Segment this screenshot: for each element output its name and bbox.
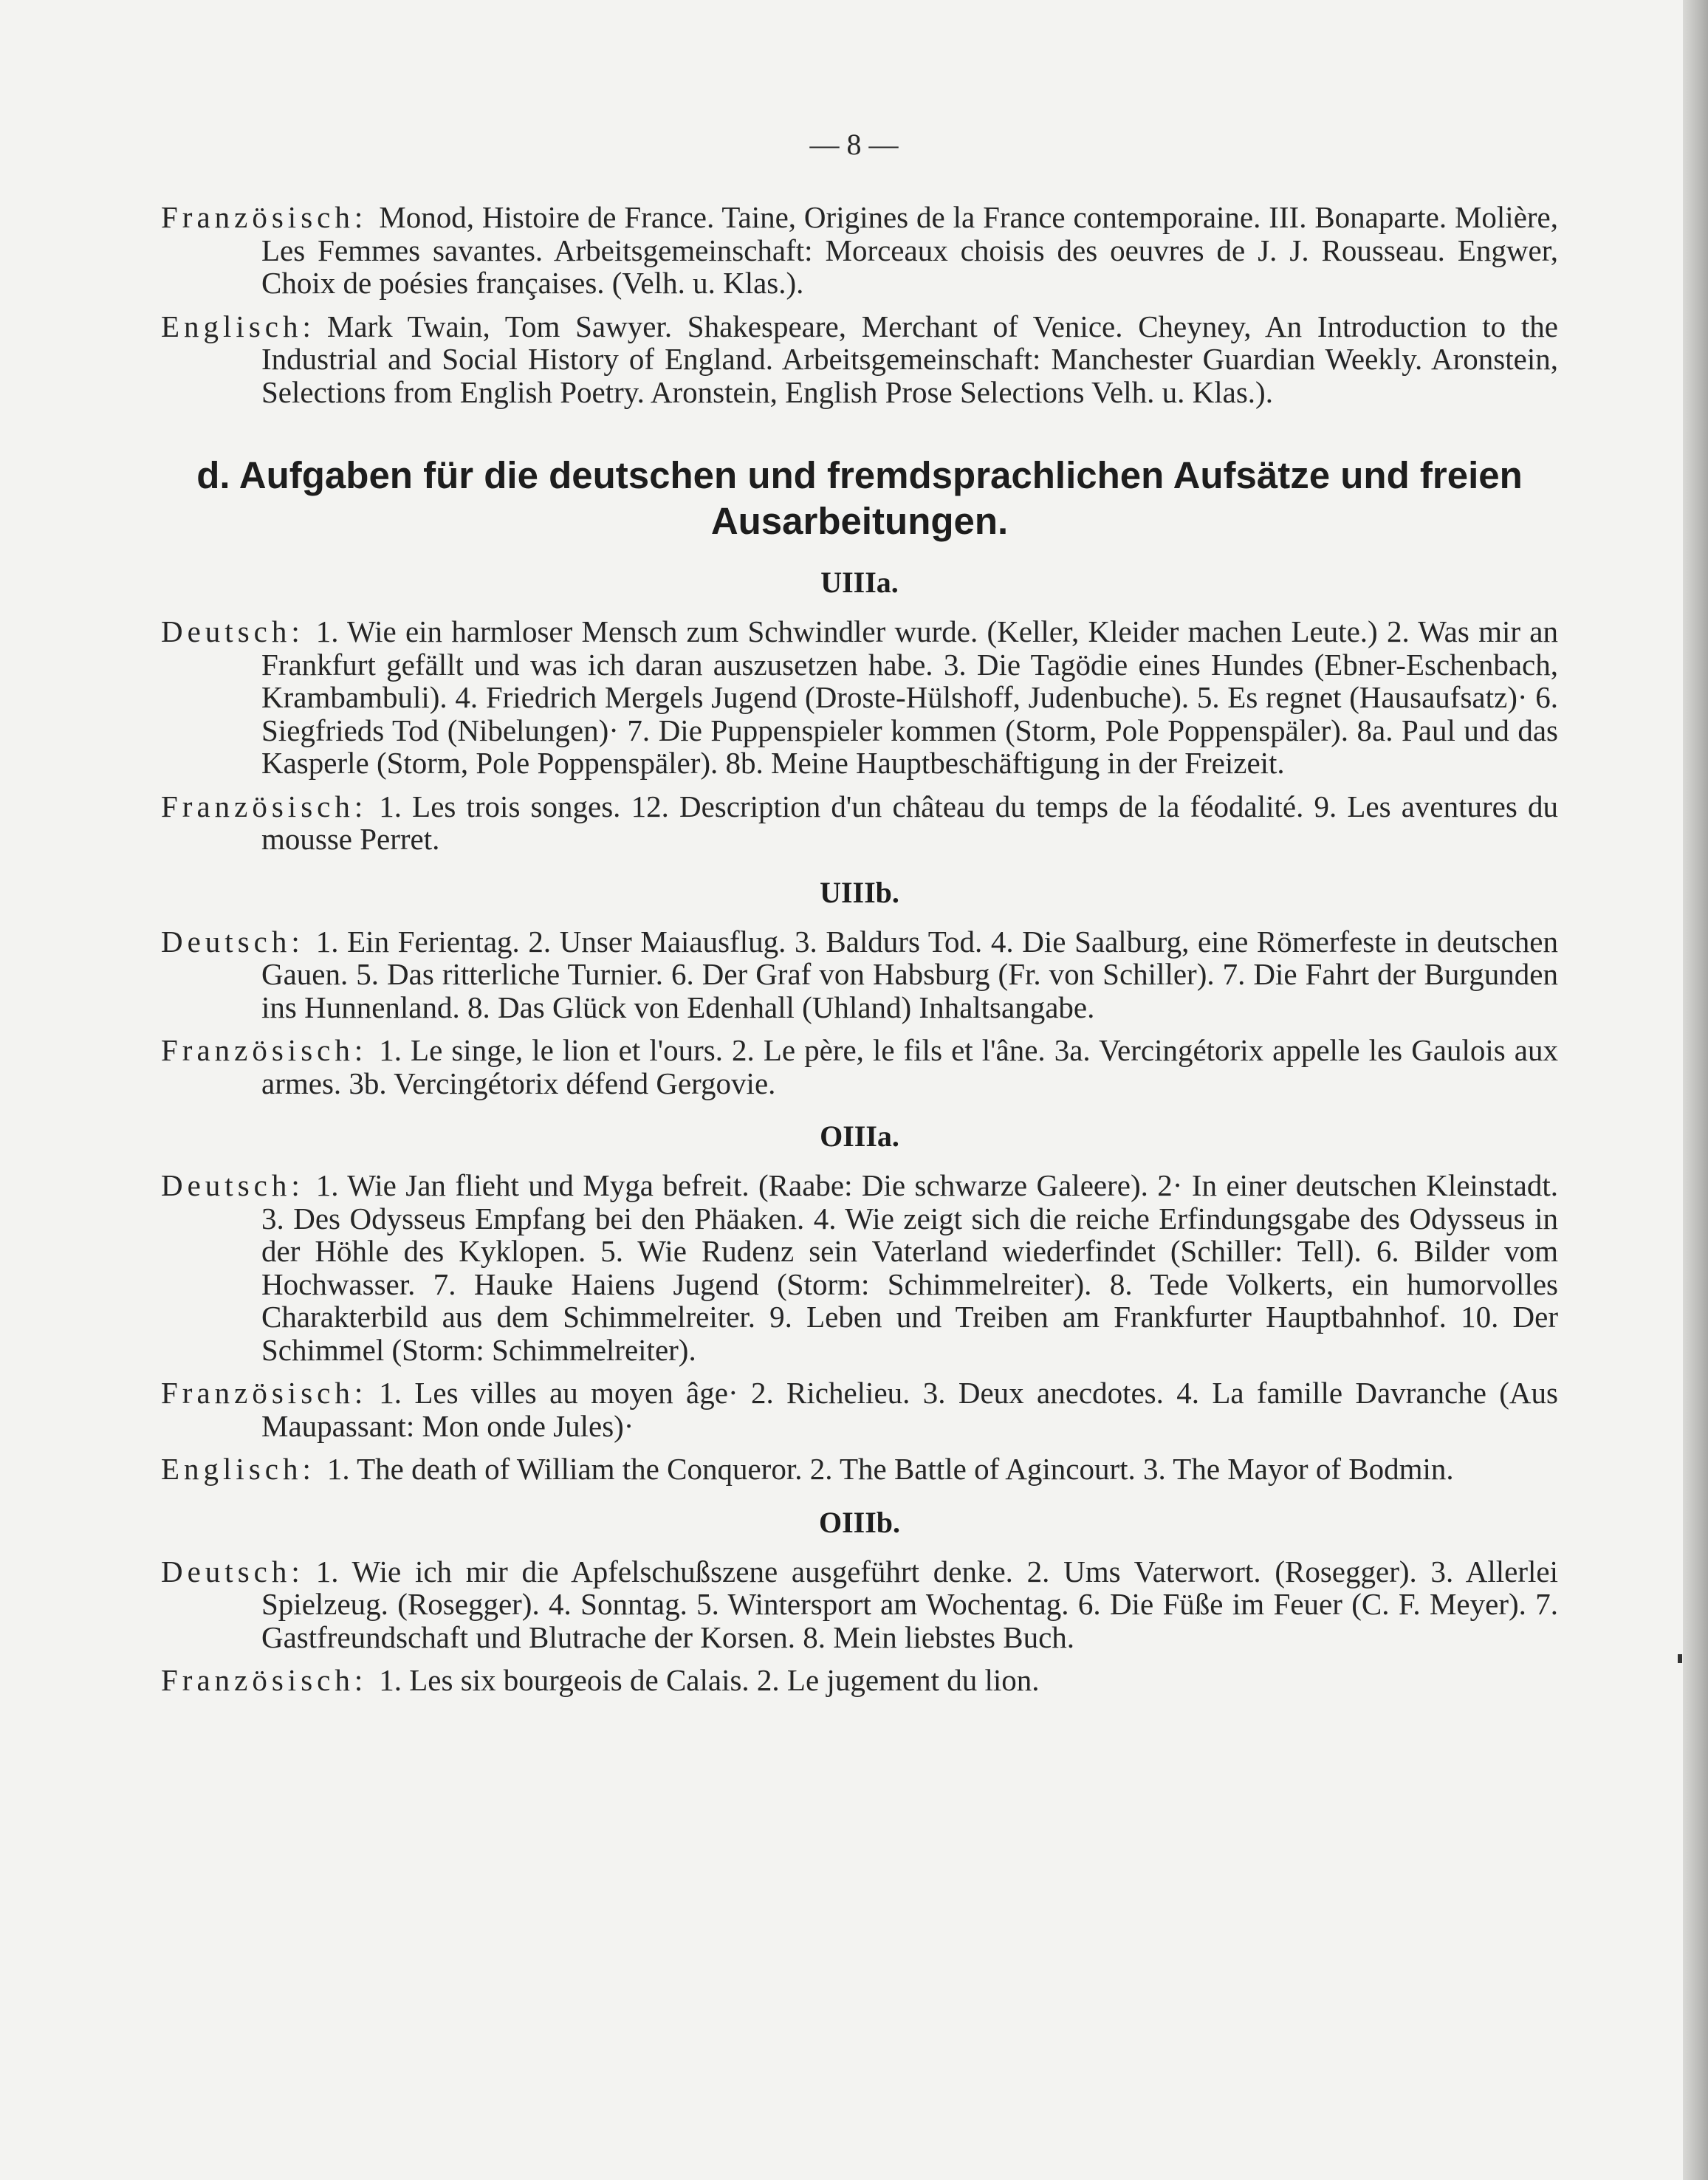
assignment-entry — [161, 1555, 1558, 1654]
class-heading: OIIIa. — [820, 1120, 899, 1153]
language-label: Französisch: — [161, 1663, 368, 1697]
assignment-entry — [161, 790, 1558, 856]
entry-text: 1. Les six bourgeois de Calais. 2. Le jugement du lion. — [379, 1663, 1040, 1697]
margin-mark — [1678, 1654, 1682, 1663]
intro-entry — [161, 201, 1558, 300]
intro-entry — [161, 310, 1558, 409]
class-heading: UIIIa. — [820, 566, 899, 599]
assignment-entry — [161, 925, 1558, 1024]
language-label: Deutsch: — [161, 614, 304, 648]
language-label: Deutsch: — [161, 1168, 304, 1202]
language-label: Englisch: — [161, 309, 315, 343]
language-label: Französisch: — [161, 1376, 368, 1410]
page-edge-shadow — [1683, 0, 1708, 2180]
language-label: Französisch: — [161, 789, 368, 823]
assignment-entry — [161, 1169, 1558, 1366]
language-label: Französisch: — [161, 1033, 368, 1067]
entry-text: 1. The death of William the Conqueror. 2. The Battle of Agincourt. 3. The Mayor of Bodmin. — [326, 1452, 1454, 1486]
language-label: Deutsch: — [161, 1554, 304, 1588]
entry-text: Monod, Histoire de France. Taine, Origines de la France contemporaine. III. Bonaparte. Molière, Les Femmes savantes. Arbeitsgemeinschaft: Morceaux choisis des oeuvres de J. J. Rousseau. Engwer, Choix de poésies françaises. (Velh. u. Klas.). — [261, 200, 1558, 300]
language-label: Französisch: — [161, 200, 368, 234]
entry-text: 1. Wie Jan flieht und Myga befreit. (Raabe: Die schwarze Galeere). 2· In einer deutschen Kleinstadt. 3. Des Odysseus Empfang bei den Phäaken. 4. Wie zeigt sich die reiche Erfindungsgabe des Odysseus in der Höhle des Kyklopen. 5. Wie Rudenz sein Vaterland wiederfindet (Schiller: Tell). 6. Bilder vom Hochwasser. 7. Hauke Haiens Jugend (Storm: Schimmelreiter). 8. Tede Volkerts, ein humorvolles Charakterbild aus dem Schimmelreiter. 9. Leben und Treiben am Frankfurter Hauptbahnhof. 10. Der Schimmel (Storm: Schimmelreiter). — [261, 1168, 1558, 1367]
entry-text: Mark Twain, Tom Sawyer. Shakespeare, Merchant of Venice. Cheyney, An Introduction to the Industrial and Social History of England. Arbeitsgemeinschaft: Manchester Guardian Weekly. Aronstein, Selections from English Poetry. Aronstein, English Prose Selections Velh. u. Klas.). — [261, 309, 1558, 409]
entry-text: 1. Wie ich mir die Apfelschußszene ausgeführt denke. 2. Ums Vaterwort. (Rosegger). 3. Allerlei Spielzeug. (Rosegger). 4. Sonntag. 5. Wintersport am Wochentag. 6. Die Füße im Feuer (C. F. Meyer). 7. Gastfreundschaft und Blutrache der Korsen. 8. Mein liebstes Buch. — [261, 1554, 1558, 1654]
entry-text: 1. Les trois songes. 12. Description d'un château du temps de la féodalité. 9. Les aventures du mousse Perret. — [261, 789, 1558, 856]
assignment-entry — [161, 1377, 1558, 1442]
class-heading: OIIIb. — [818, 1505, 901, 1539]
entry-text: 1. Les villes au moyen âge· 2. Richelieu. 3. Deux anecdotes. 4. La famille Davranche (Aus Maupassant: Mon onde Jules)· — [261, 1376, 1558, 1443]
page-content — [161, 201, 1558, 1707]
section-heading: d. Aufgaben für die deutschen und fremdsprachlichen Aufsätze und freien Ausarbeitungen. — [196, 454, 1523, 542]
entry-text: 1. Ein Ferientag. 2. Unser Maiausflug. 3. Baldurs Tod. 4. Die Saalburg, eine Römerfeste in deutschen Gauen. 5. Das ritterliche Turnier. 6. Der Graf von Habsburg (Fr. von Schiller). 7. Die Fahrt der Burgunden ins Hunnenland. 8. Das Glück von Edenhall (Uhland) Inhaltsangabe. — [261, 924, 1558, 1024]
assignment-entry — [161, 615, 1558, 780]
assignment-entry — [161, 1664, 1558, 1697]
assignment-entry — [161, 1034, 1558, 1100]
class-heading: UIIIb. — [820, 875, 899, 909]
entry-text: 1. Le singe, le lion et l'ours. 2. Le père, le fils et l'âne. 3a. Vercingétorix appelle les Gaulois aux armes. 3b. Vercingétorix défend Gergovie. — [261, 1033, 1558, 1100]
page-number: — 8 — — [809, 128, 899, 161]
language-label: Deutsch: — [161, 924, 304, 959]
assignment-entry — [161, 1453, 1558, 1486]
entry-text: 1. Wie ein harmloser Mensch zum Schwindler wurde. (Keller, Kleider machen Leute.) 2. Was mir an Frankfurt gefällt und was ich daran auszusetzen habe. 3. Die Tagödie eines Hundes (Ebner-Eschenbach, Krambambuli). 4. Friedrich Mergels Jugend (Droste-Hülshoff, Judenbuche). 5. Es regnet (Hausaufsatz)· 6. Siegfrieds Tod (Nibelungen)· 7. Die Puppenspieler kommen (Storm, Pole Poppenspäler). 8a. Paul und das Kasperle (Storm, Pole Poppenspäler). 8b. Meine Hauptbeschäftigung in der Freizeit. — [261, 614, 1558, 780]
language-label: Englisch: — [161, 1452, 315, 1486]
